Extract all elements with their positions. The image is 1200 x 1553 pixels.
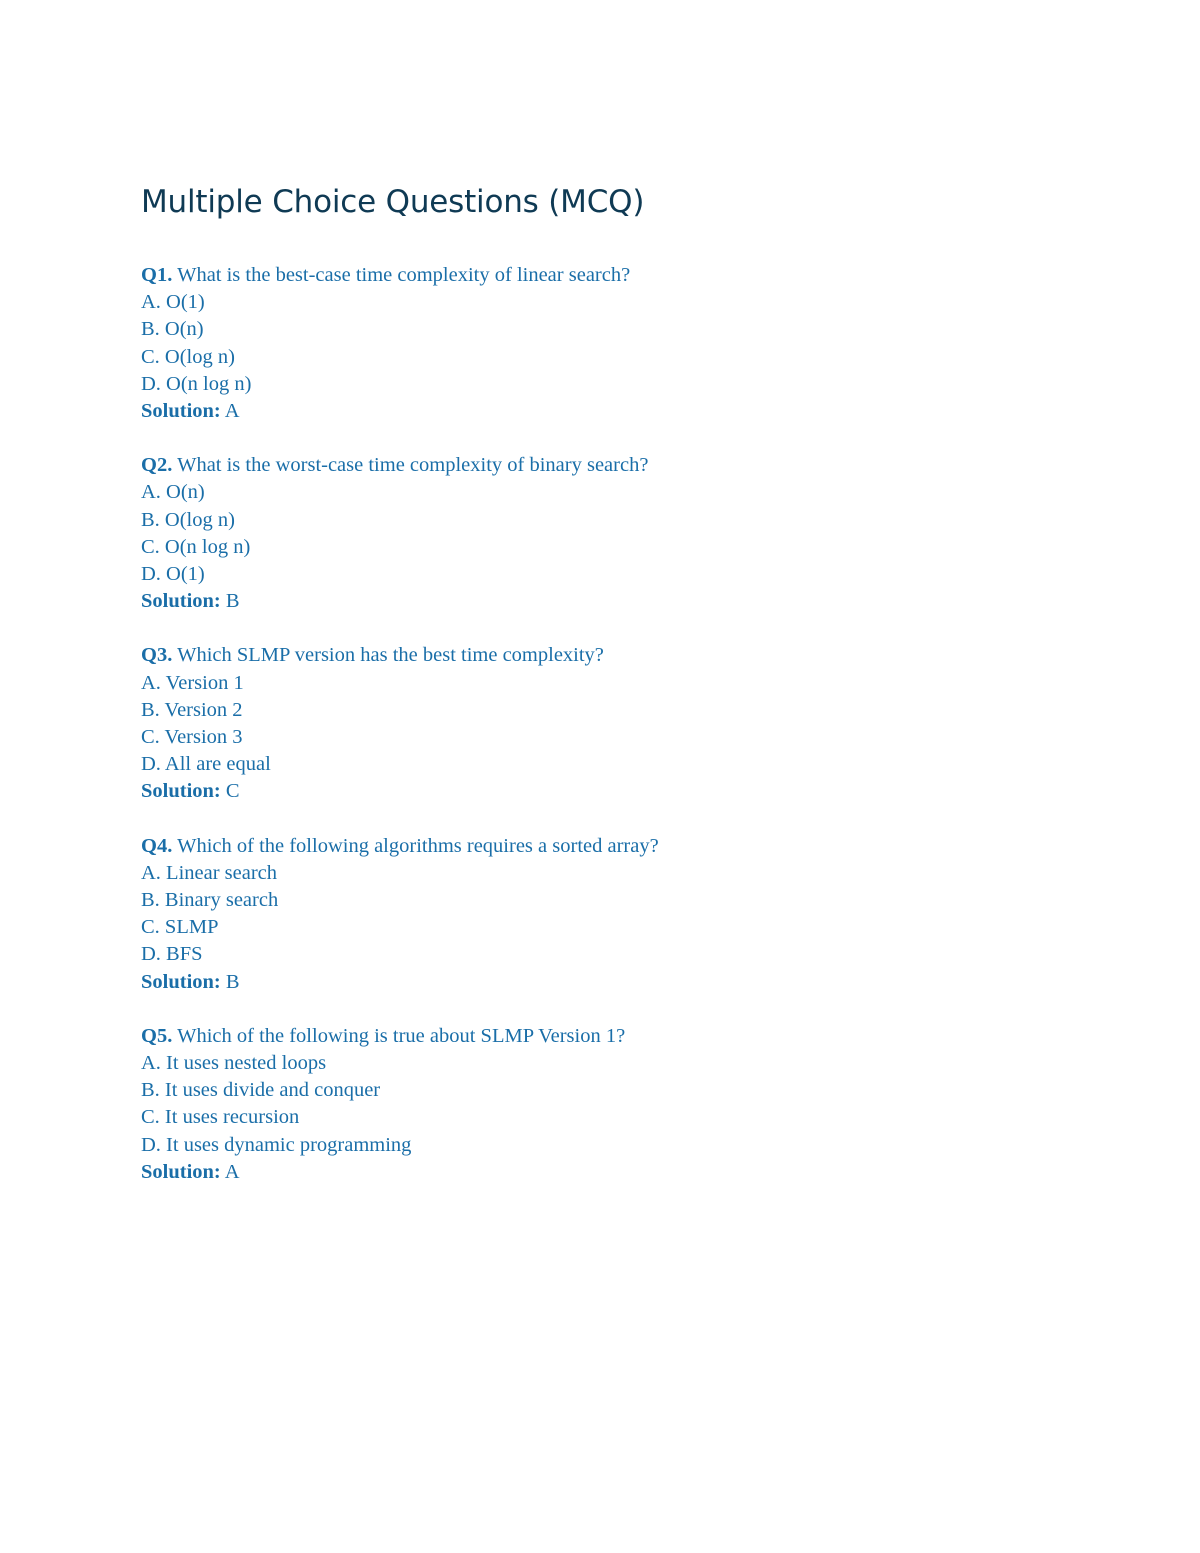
solution-line (141, 588, 1041, 615)
question-block-1 (141, 262, 1041, 425)
question-text: Which of the following is true about SLMP Version 1? (177, 1024, 626, 1047)
solution-line (141, 398, 1041, 425)
question-block-5 (141, 1023, 1041, 1186)
option-a: A. Version 1 (141, 671, 244, 694)
option-a: A. It uses nested loops (141, 1052, 327, 1075)
option-b: B. Version 2 (141, 698, 243, 721)
solution-answer: C (225, 780, 240, 803)
option-c: C. O(log n) (141, 345, 235, 368)
option-a: A. O(1) (141, 291, 205, 314)
solution-answer: B (225, 970, 240, 993)
solution-label: Solution: (141, 970, 221, 993)
solution-label: Solution: (141, 400, 221, 423)
option-b: B. O(log n) (141, 508, 235, 531)
solution-label: Solution: (141, 1160, 221, 1183)
question-text: Which of the following algorithms requires a sorted array? (177, 834, 659, 857)
option-d: D. All are equal (141, 753, 271, 776)
solution-label: Solution: (141, 590, 221, 613)
question-number: Q4. (141, 834, 173, 857)
option-d: D. BFS (141, 943, 203, 966)
question-block-2 (141, 452, 1041, 615)
solution-answer: A (224, 1160, 240, 1183)
option-b: B. Binary search (141, 889, 279, 912)
option-c: C. It uses recursion (141, 1106, 300, 1129)
question-line (141, 642, 1041, 669)
option-a: A. O(n) (141, 481, 205, 504)
document-title: Multiple Choice Questions (MCQ) (141, 184, 645, 220)
question-number: Q1. (141, 264, 173, 286)
question-text: What is the worst-case time complexity of binary search? (177, 454, 649, 477)
question-line (141, 452, 1041, 479)
option-d: D. O(1) (141, 563, 205, 586)
question-block-3 (141, 642, 1041, 805)
solution-answer: B (225, 590, 240, 613)
question-line (141, 262, 1041, 289)
question-number: Q3. (141, 644, 173, 667)
solution-label: Solution: (141, 780, 221, 803)
question-number: Q5. (141, 1024, 173, 1047)
option-c: C. O(n log n) (141, 535, 251, 558)
solution-line (141, 1159, 1041, 1186)
question-line (141, 833, 1041, 860)
option-d: D. It uses dynamic programming (141, 1133, 412, 1156)
option-c: C. SLMP (141, 916, 219, 939)
option-c: C. Version 3 (141, 726, 243, 749)
question-block-4 (141, 833, 1041, 996)
option-b: B. O(n) (141, 318, 204, 341)
option-b: B. It uses divide and conquer (141, 1079, 381, 1102)
question-line (141, 1023, 1041, 1050)
option-a: A. Linear search (141, 861, 278, 884)
solution-line (141, 969, 1041, 996)
option-d: D. O(n log n) (141, 372, 252, 395)
question-text: Which SLMP version has the best time complexity? (177, 644, 604, 667)
question-number: Q2. (141, 454, 173, 477)
document-content (141, 180, 1041, 1213)
solution-answer: A (224, 400, 240, 423)
question-text: What is the best-case time complexity of linear search? (177, 264, 631, 286)
solution-line (141, 778, 1041, 805)
